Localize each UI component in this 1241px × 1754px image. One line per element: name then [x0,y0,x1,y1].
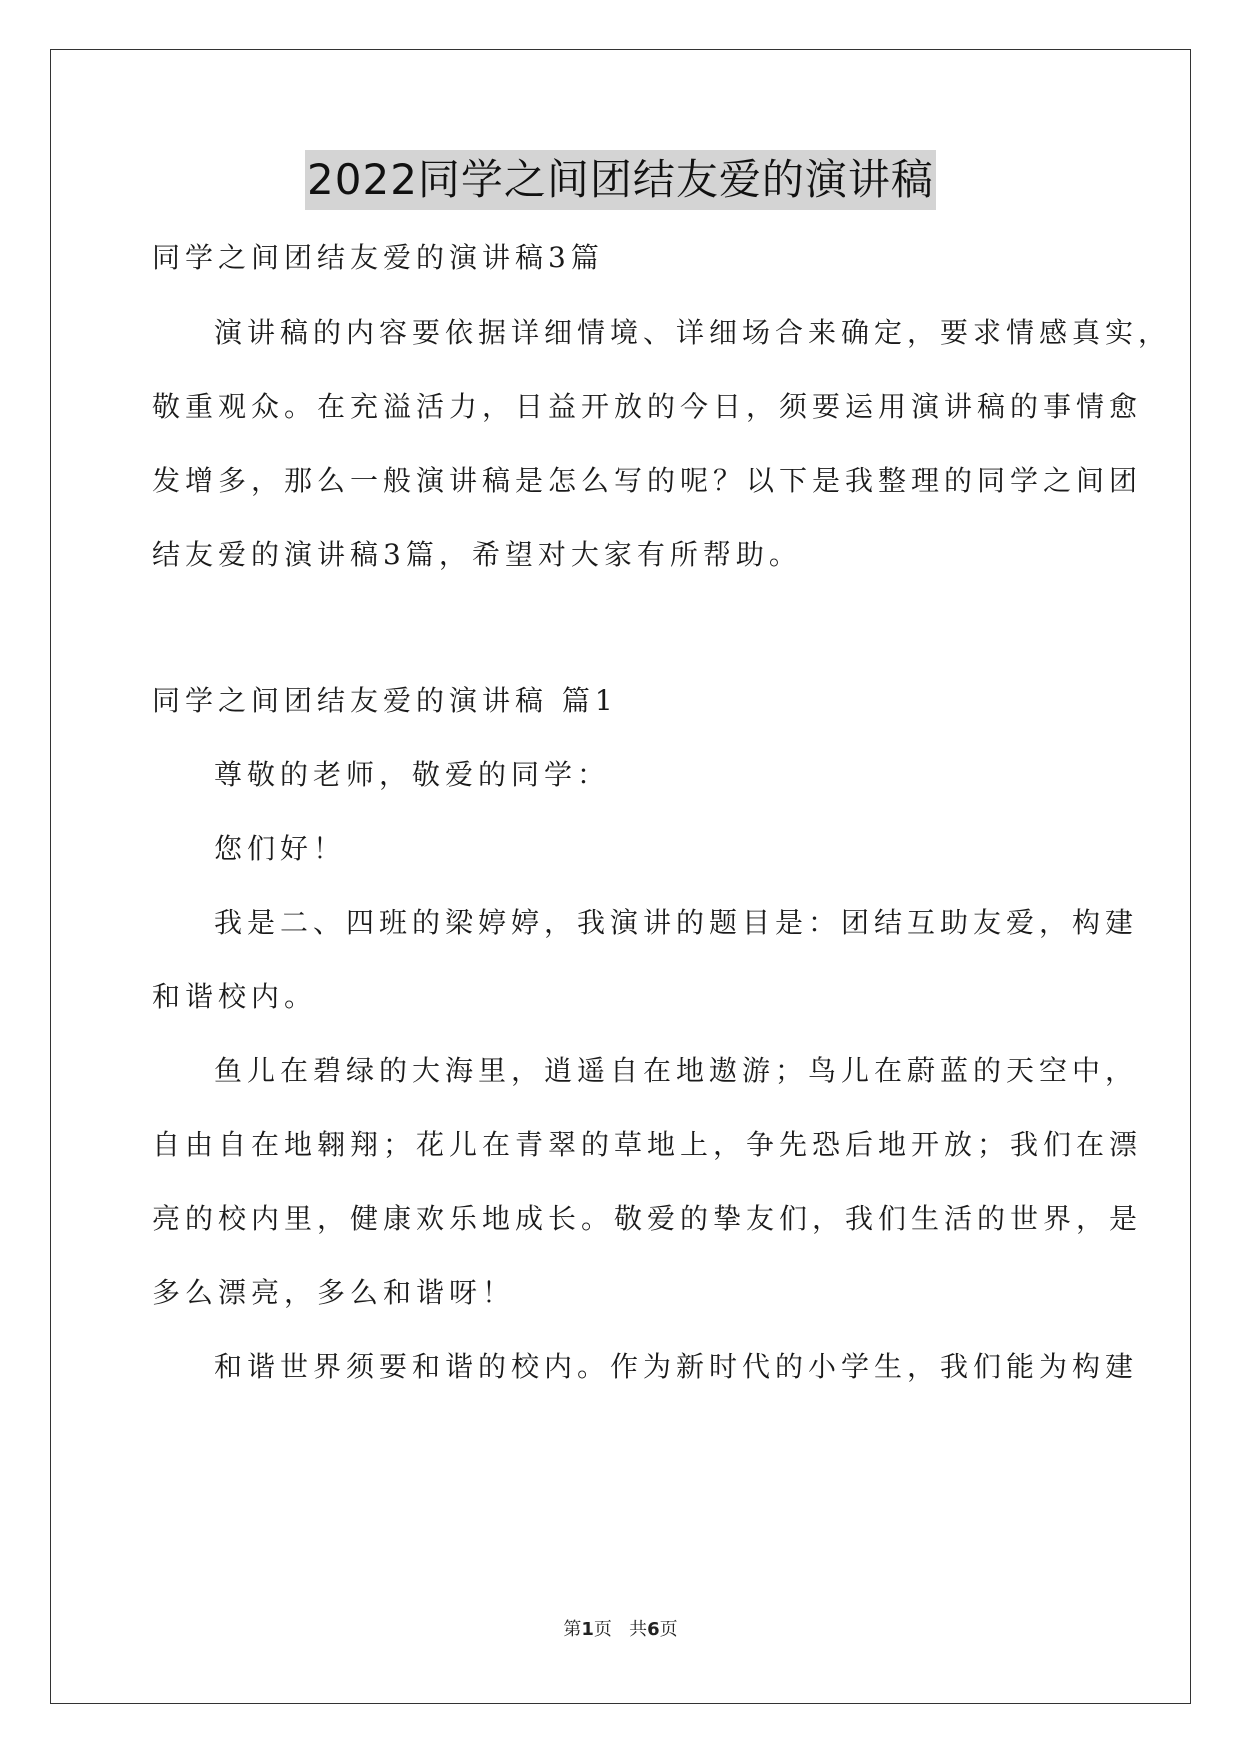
body-paragraph-line: 和谐校内。 [152,980,318,1013]
page-border [50,49,1191,1704]
footer-page-suffix: 页 [593,1619,612,1640]
body-paragraph-line: 亮的校内里，健康欢乐地成长。敬爱的挚友们，我们生活的世界，是 [152,1202,1143,1235]
salutation: 尊敬的老师，敬爱的同学： [214,758,611,791]
footer-total-suffix: 页 [659,1619,678,1640]
intro-paragraph-line: 演讲稿的内容要依据详细情境、详细场合来确定，要求情感真实， [214,316,1172,349]
body-paragraph-line: 多么漂亮，多么和谐呀！ [152,1276,516,1309]
body-paragraph-line: 和谐世界须要和谐的校内。作为新时代的小学生，我们能为构建 [214,1350,1139,1383]
section-heading: 同学之间团结友爱的演讲稿 篇1 [152,684,618,717]
body-paragraph-line: 我是二、四班的梁婷婷，我演讲的题目是：团结互助友爱，构建 [214,906,1139,939]
footer-total-pages: 6 [647,1619,660,1640]
document-title: 2022同学之间团结友爱的演讲稿 [305,150,936,210]
footer-page-prefix: 第 [563,1619,582,1640]
intro-paragraph-line: 结友爱的演讲稿3篇，希望对大家有所帮助。 [152,538,802,571]
body-paragraph-line: 鱼儿在碧绿的大海里，逍遥自在地遨游；鸟儿在蔚蓝的天空中， [214,1054,1139,1087]
greeting: 您们好！ [214,832,347,865]
footer-total-prefix: 共 [629,1619,648,1640]
intro-paragraph-line: 发增多，那么一般演讲稿是怎么写的呢？以下是我整理的同学之间团 [152,464,1143,497]
footer-page-number: 1 [581,1619,594,1640]
body-paragraph-line: 自由自在地翱翔；花儿在青翠的草地上，争先恐后地开放；我们在漂 [152,1128,1143,1161]
intro-paragraph-line: 敬重观众。在充溢活力，日益开放的今日，须要运用演讲稿的事情愈 [152,390,1143,423]
page-footer [0,1618,1241,1642]
document-title-container [0,150,1241,210]
collection-heading: 同学之间团结友爱的演讲稿3篇 [152,241,604,274]
